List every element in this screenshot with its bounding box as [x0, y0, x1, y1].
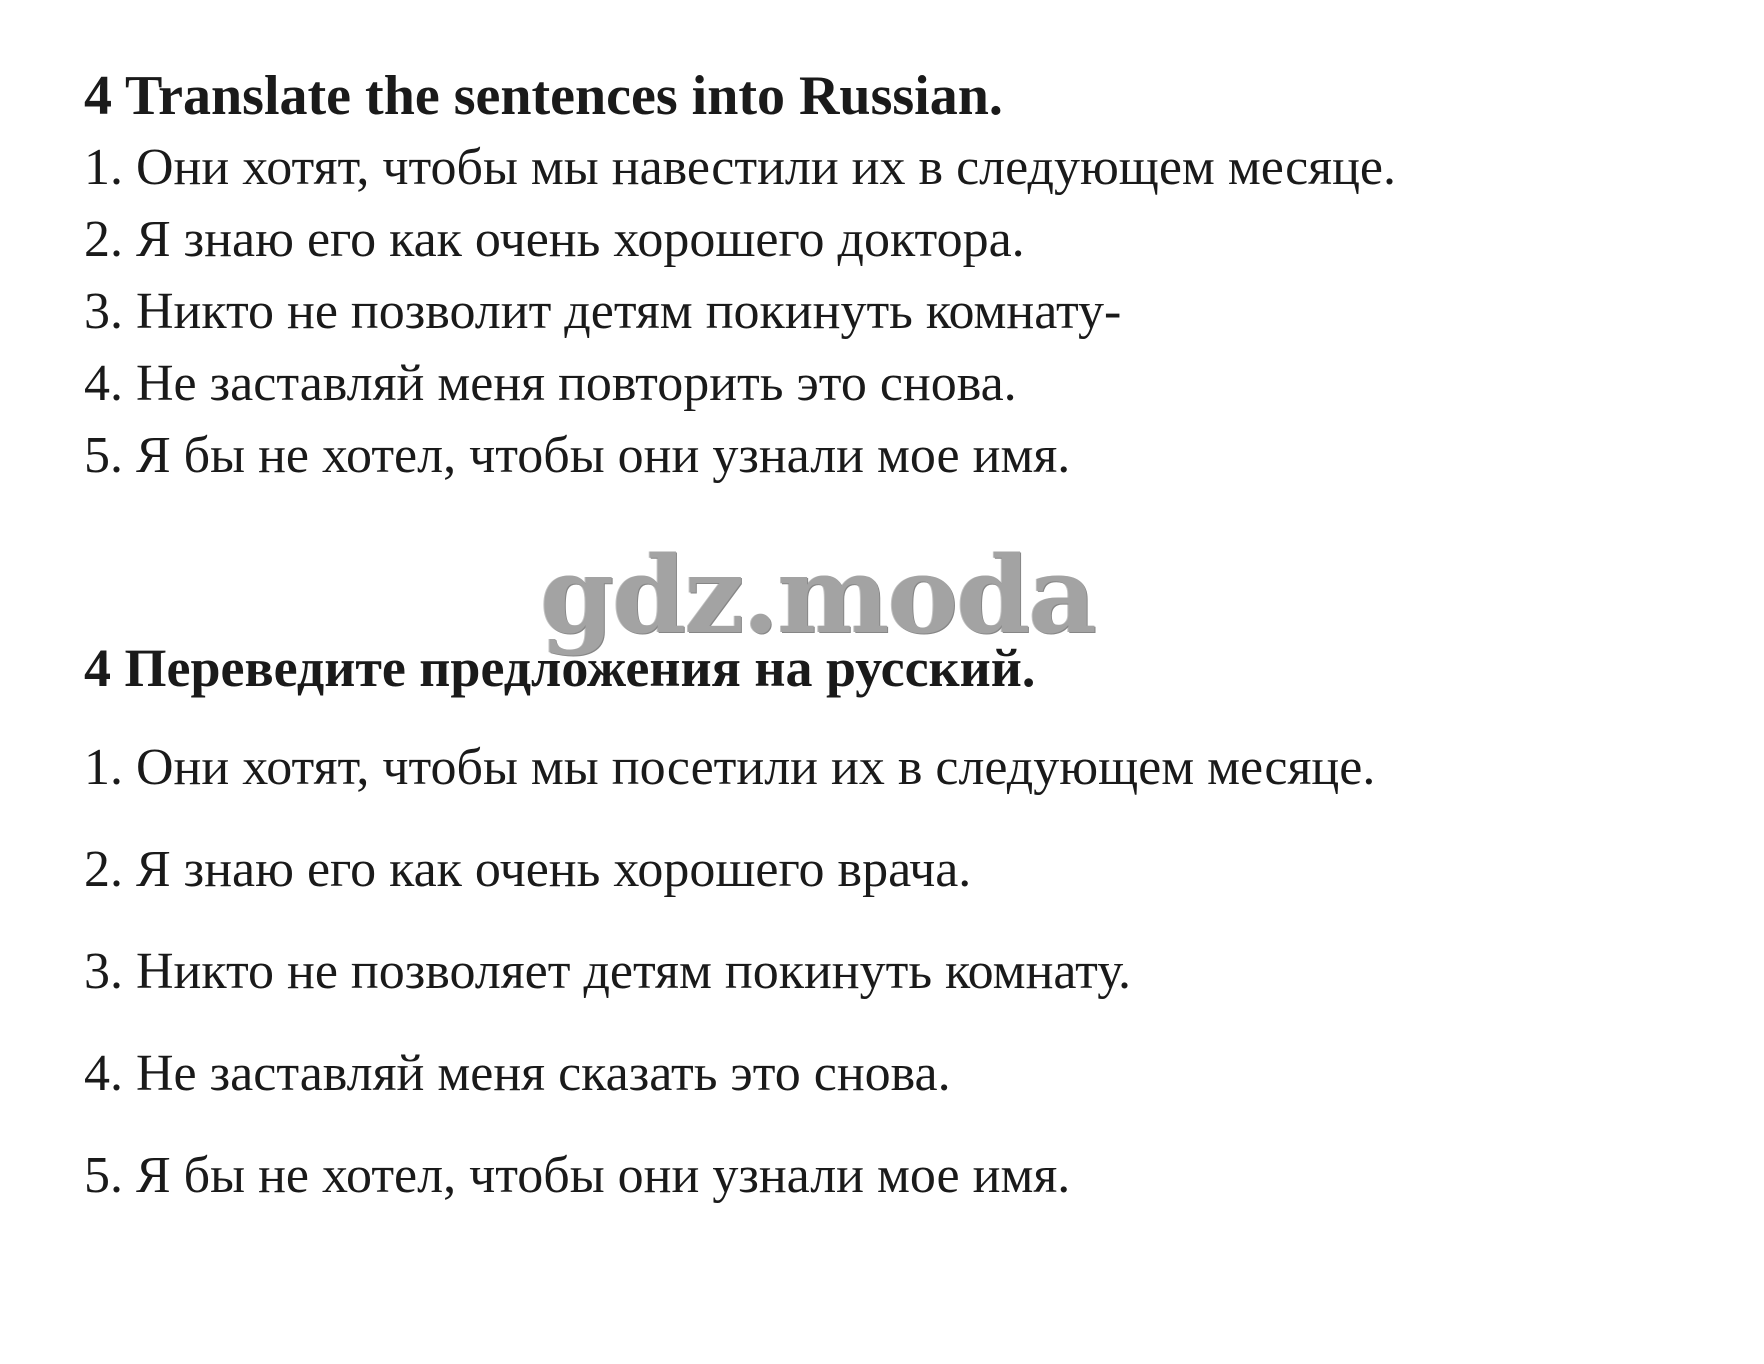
watermark-logo: gdz.moda	[540, 532, 1095, 657]
exercise-heading-russian: 4 Переведите предложения на русский.	[84, 638, 1036, 698]
exercise-heading-english: 4 Translate the sentences into Russian.	[84, 65, 1003, 127]
answer-line-5: 5. Я бы не хотел, чтобы они узнали мое имя.	[84, 1147, 1071, 1204]
answer-line-1: 1. Они хотят, чтобы мы посетили их в следующем месяце.	[84, 739, 1376, 796]
answer-line-4: 4. Не заставляй меня сказать это снова.	[84, 1045, 951, 1102]
exercise-line-4: 4. Не заставляй меня повторить это снова.	[84, 355, 1017, 412]
exercise-line-2: 2. Я знаю его как очень хорошего доктора.	[84, 211, 1025, 268]
answer-line-2: 2. Я знаю его как очень хорошего врача.	[84, 841, 972, 898]
exercise-line-1: 1. Они хотят, чтобы мы навестили их в следующем месяце.	[84, 139, 1397, 196]
exercise-line-3: 3. Никто не позволит детям покинуть комнату-	[84, 283, 1122, 340]
exercise-line-5: 5. Я бы не хотел, чтобы они узнали мое имя.	[84, 427, 1071, 484]
answer-line-3: 3. Никто не позволяет детям покинуть комнату.	[84, 943, 1131, 1000]
